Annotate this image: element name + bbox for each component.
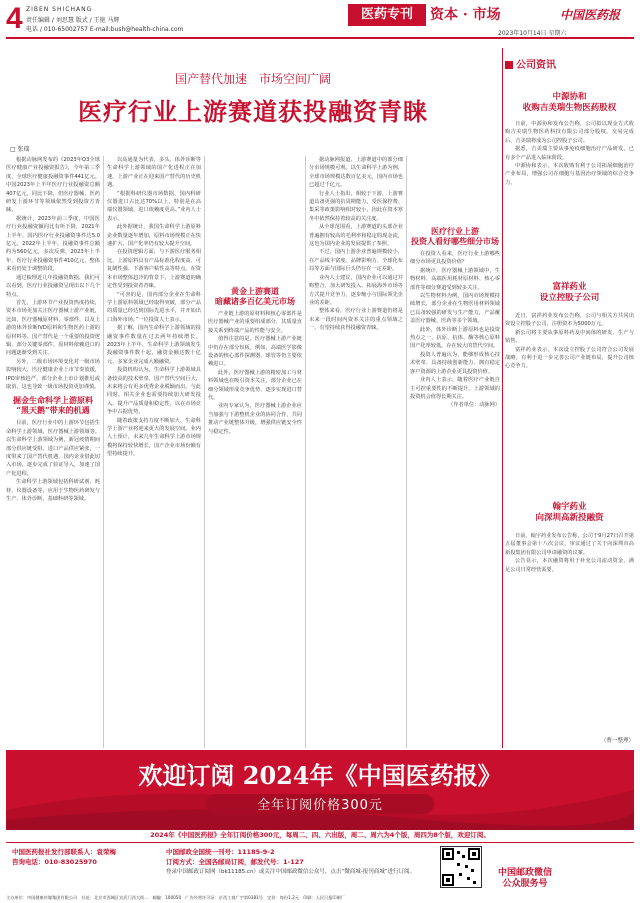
paragraph: 日前，翰宇药业发布公告称，公司于9月27日召开第五届董事会第十八次会议，审议通过了关于向深圳市高新投集团有限公司申请融资的议案。	[505, 533, 634, 556]
news-body	[505, 312, 634, 497]
paragraph: 业内人士表示，随着医疗产业链自主可控重要性的不断提升，上游领域的投资机会值得长期关注。	[410, 377, 500, 400]
paragraph: 不过，国内上游企业普遍规模较小，在产品线丰富度、品牌影响力、全球化布局等方面与国际巨头仍存在一定差距。	[309, 249, 403, 273]
paragraph: 生命科学上游领域包括科研试剂、耗材、仪器设备等，应用于生物医药研发与生产、体外诊断、基础科研等领域。	[6, 479, 100, 503]
paragraph: 首先，上游环节产业投资热度持续，资本市场更加关注医疗器械上游产业链，比如，医疗器械原材料、零部件，以及上游的体外诊断IVD原料和生物医药上游的原材料等。国产替代是一个重要的投资逻辑，部分关键零部件、原材料依赖进口的问题逐渐受到关注。	[6, 299, 100, 357]
paper-logo: 中国医药报	[560, 8, 621, 22]
paragraph: 公告显示，本次融资将用于补充公司流动资金，满足公司日常经营需要。	[505, 558, 634, 573]
news-title: 翰宇药业 向深圳高新投融资	[535, 502, 604, 523]
masthead	[0, 0, 640, 42]
paragraph: 据统计，2023年前三季度，中国医疗行业投融资额同比有所下降，2021年上半年，国内医疗行业投融资事件达5.0亿元，2022年上半年，投融资事件总额约为560亿元，多次反弹，2023年上半年，医疗行业投融资事件410亿元，整体来看仍处于调整阶段。	[6, 215, 100, 273]
article-column-1	[6, 156, 100, 748]
column-divider	[406, 156, 407, 748]
qr-caption: 中国邮政微信 公众服务号	[497, 868, 552, 889]
article-column-5	[410, 156, 500, 748]
paragraph: 在投资人看来，医疗行业上游哪些细分市场更具投资价值？	[410, 251, 500, 266]
paragraph: 投资机构认为，生命科学上游领域具备较高的技术壁垒，国产替代空间巨大，未来将会有更多优秀企业脱颖而出。与此同时，相关企业也需要持续加大研发投入，提升产品质量和稳定性，以在市场竞争中占据优势。	[107, 367, 201, 416]
contact-info	[12, 847, 116, 867]
subscribe-method: 订阅方式：全国各邮局订阅，邮发代号：1-127	[166, 858, 304, 866]
paragraph: 据悉，吉美瑞主要从事免疫细胞治疗产品研发，已有多个产品进入临床阶段。	[505, 146, 634, 161]
paragraph: 行业人士指出，相较于下游，上游赛道具备更强的抗周期能力，受医保控费、集采等政策影响相对较小，因此在资本寒冬中依然保持着较高的关注度。	[309, 190, 403, 222]
section-subtitle: 资本 · 市场	[430, 7, 501, 23]
sidebar-sign: （曹一整理）	[600, 738, 634, 744]
column-divider	[103, 156, 104, 748]
banner-subtext: 2024年《中国医药报》全年订阅价格300元，每周二、四、六出版，周二、周六为4个版，周四为8个版，欢迎订阅。	[150, 831, 490, 839]
news-title: 富祥药业 设立控股子公司	[539, 282, 600, 303]
paragraph: 以高通量为代表，多头、体外诊断等生命科学上游领域的国产化进程正在加速。上游产业正在迎来国产替代的历史机遇。	[107, 157, 201, 189]
paragraph: 业内专家认为，医疗器械上游企业应当加强与下游整机企业的协同合作，共同推动产业链整体升级，增强供应链安全性与稳定性。	[208, 403, 302, 435]
paragraph: 值得注意的是，医疗器械上游产业链中仍存在部分短板。例如，高端医学影像设备的核心部件探测器、球管等仍主要依赖进口。	[208, 336, 302, 368]
masthead-rule	[6, 37, 634, 39]
article-column-3	[208, 156, 302, 748]
article-kicker: 国产替代加速 市场空间广阔	[174, 72, 331, 86]
subhead: 掘金生命科学上游原料 “黑天鹅”带来的机遇	[13, 395, 93, 416]
section-badge: 医药专刊	[348, 4, 426, 26]
paragraph: 在投资逻辑方面，与下游医疗服务相比，上游原料具有产品标准化程度高、可复制性强、下游客户粘性高等特点。在资本市场整体趋冷的背景下，上游赛道的确定性受到投资者青睐。	[107, 249, 201, 290]
contact-phone: 咨询电话：010-83025970	[12, 858, 97, 866]
sidebar-header-label: 公司资讯	[516, 60, 556, 71]
issue-date: 2023年10月14日 星期六	[498, 30, 567, 37]
paragraph: 日前，中源协和发布公告称，公司拟以现金方式收购吉美瑞生物医药科技有限公司部分股权。交易完成后，吉美瑞将成为公司控股子公司。	[505, 121, 634, 144]
contact-phone: 电话 / 010-65002757 E-mail:bush@health-china.com	[26, 26, 184, 33]
contact-person: 中国医药报社发行部联系人：袁荣梅	[12, 848, 116, 856]
postal-code: 中国邮政全国统一刊号：11185-9-2	[166, 848, 275, 856]
banner-title: 欢迎订阅 2024年《中国医药报》	[138, 761, 502, 790]
paragraph: 以生物材料为例，国内市场规模持续增长，部分企业在生物医用材料领域已具备较强的研发与生产能力，产品覆盖医疗器械、医药等多个领域。	[410, 293, 500, 325]
paragraph: 目前，医疗行业中的上游环节包括生命科学上游领域、医疗器械上游领域等。以生命科学上游领域为例，新冠疫情期间部分供应链受阻，进口产品供应紧张，一度带来了国产替代机遇，国内企业借此切入市场，逐步完成了验证导入，加速了国产化进程。	[6, 420, 100, 477]
banner-price: 全年订阅价格300元	[257, 798, 383, 813]
paragraph: 据统计，医疗器械上游领域中，生物材料、高端医用耗材原材料、核心零部件等细分赛道受到较多关注。	[410, 267, 500, 291]
author-affiliation: （作者单位：动脉网）	[448, 402, 500, 409]
article-byline: □ 张瑞	[10, 146, 30, 153]
paragraph: 富祥药业表示，本次设立控股子公司符合公司发展战略，有利于进一步完善公司产业链布局，提升公司核心竞争力。	[505, 346, 634, 370]
paragraph: 产业链上游的原材料和核心零部件是医疗器械产业的重要组成部分，其质量直接关系到终端产品的性能与安全。	[208, 311, 302, 334]
paragraph: 据了解，国内生命科学上游领域的投融资事件数量在过去两年持续增长。2023年上半年，生命科学上游领域发生投融资事件数十起，融资金额达数十亿元，多家企业完成大额融资。	[107, 325, 201, 365]
subhead: 医疗行业上游 投资人看好哪些细分市场	[411, 226, 499, 246]
article-column-2	[107, 156, 201, 748]
paragraph: “可喜的是，国内部分企业在生命科学上游原料领域已经取得突破，部分产品的质量已经达到国际先进水平，并开始出口海外市场。”一位投资人士表示。	[107, 291, 201, 323]
paragraph: 据动脉网报道，上游赛道中的部分细分市场规模可观。以生命科学上游为例，全球市场规模达数百亿美元，国内市场也已超过千亿元。	[309, 157, 403, 189]
paragraph: 新公司将主要从事原料药及中间体的研发、生产与销售。	[505, 329, 634, 345]
square-bullet-icon	[505, 61, 513, 69]
paragraph: 近日，富祥药业发布公告称，公司与相关方共同出资设立控股子公司，注册资本为5000万元。	[505, 313, 634, 328]
edition-pinyin: ZIBEN SHICHANG	[26, 6, 93, 13]
page-number: 4	[6, 2, 23, 35]
paragraph: 另外，二级市场环境变化对一级市场影响较大，医疗健康企业上市节奏放缓，IPO审核趋严，部分企业上市计划推迟或取消，这也导致一级市场投资更加谨慎。	[6, 358, 100, 390]
paragraph: 业内人士建议，国内企业可以通过并购整合、加大研发投入、拓展海外市场等方式提升竞争力，逐步缩小与国际领先企业的差距。	[309, 274, 403, 306]
subscribe-note: 登录中国邮政订阅网（bk11185.cn）或关注中国邮政微信公众号，点击“微商城-报刊商城”进行订阅。	[166, 869, 416, 875]
paragraph: 中源协和表示，本次收购有利于公司拓展细胞治疗产业布局，增强公司在细胞与基因治疗领域的综合竞争力。	[505, 163, 634, 186]
paragraph: 此外，医疗器械上游的精密加工与材料领域也在吸引资本关注，部分企业已在细分领域形成竞争优势，逐步实现进口替代。	[208, 369, 302, 402]
news-body	[505, 532, 634, 732]
sidebar-header	[505, 56, 556, 71]
editors-credit: 责任编辑 / 刘思慧 版式 / 王艳 马辉	[26, 17, 120, 24]
paragraph: “根据科研仪器市场数据，国内科研仪器进口占比达70%以上，特别是在高端仪器领域，进口依赖度更高。”业内人士表示。	[107, 190, 201, 222]
postal-info	[166, 847, 415, 877]
sidebar-divider	[502, 48, 503, 748]
paragraph: 根据动脉网发布的《2023年Q3全球医疗健康产业投融资报告》，今年第三季度，全球医疗健康投融资事件441亿元。中国2023年上半年医疗行业投融资总额407亿元，同比下降，但医疗器械、医药研发上游环节等领域依然受到投资方青睐。	[6, 157, 100, 214]
paragraph: 通过梳理近几年投融资数据，我们可以看到，医疗行业投融资呈现出以下几个特点。	[6, 274, 100, 298]
paragraph: 随着政策支持力度不断加大，生命科学上游产业将迎来更大的发展空间。业内人士预计，未来几年生命科学上游市场规模将保持较快增长，国产企业市场份额有望持续提升。	[107, 417, 201, 458]
article-column-4	[309, 156, 403, 748]
news-title: 中源协和 收购吉美瑞生物医药股权	[522, 92, 617, 113]
column-divider	[204, 156, 205, 748]
paragraph: 投资人普遍认为，能够形成核心技术壁垒、具备持续创新能力、拥有稳定客户资源的上游企业更具投资价值。	[410, 351, 500, 375]
article-headline: 医疗行业上游赛道获投融资青睐	[78, 97, 428, 126]
paragraph: 整体来看，医疗行业上游赛道仍将是未来一段时间内资本关注的重点领域之一，有望持续获得投融资青睐。	[309, 308, 403, 332]
page-footer: 主办单位：中国健康传媒集团有限公司 社址：北京市西城区宣武门西大街… 邮编：100050 广告经营许可证：京西工商广字第0381号 定价：每份1.2元 印刷：人民日报印刷厂	[6, 895, 345, 900]
paragraph: 此外，体外诊断上游原料也是投资热点之一，抗原、抗体、酶等核心原料国产化率较低，存在较大的替代空间。	[410, 326, 500, 350]
column-divider	[305, 156, 306, 748]
subhead: 黄金上游赛道 暗藏诸多百亿美元市场	[215, 286, 295, 306]
news-body	[505, 120, 634, 270]
main-article	[6, 42, 500, 750]
paragraph: 从全球范围看，上游赛道的头部企业普遍拥有较高的毛利率和稳定的现金流，这也为国内企业的发展提供了参照。	[309, 224, 403, 248]
subscription-banner[interactable]	[6, 750, 634, 830]
paragraph: 此外据统计，我国生命科学上游原料企业数量逐年增加，原料市场规模正在快速扩大，国产化率仍有较大提升空间。	[107, 224, 201, 248]
company-news-sidebar	[505, 42, 634, 750]
